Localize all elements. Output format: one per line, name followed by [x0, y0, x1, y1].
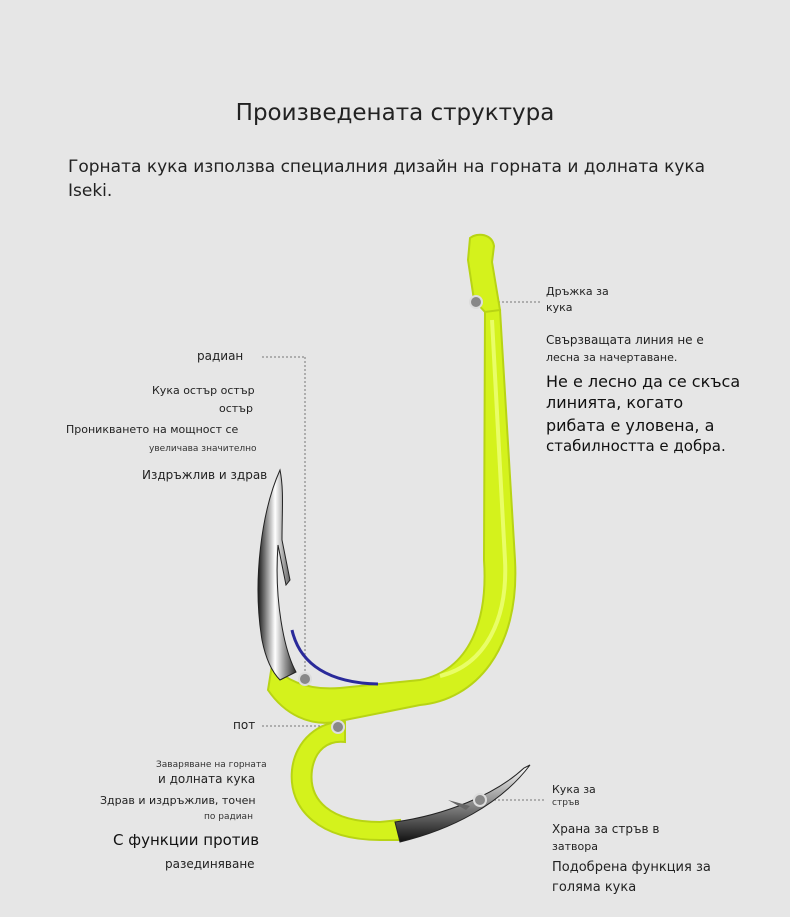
sweat-label: пот	[233, 718, 256, 732]
upper-hook-body	[268, 310, 515, 723]
strong-label-2: по радиан	[204, 812, 253, 822]
radian-label: радиан	[197, 349, 244, 363]
sharp-label-1: Кука остър остър	[152, 384, 255, 397]
weld-label-2: и долната кука	[158, 772, 256, 786]
radian-marker	[299, 673, 311, 685]
weld-label-1: Заваряване на горната	[156, 760, 267, 770]
anti-label-2: разединяване	[165, 857, 255, 871]
intro-line-1: Горната кука използва специалния дизайн на горната и долната кука	[68, 157, 706, 177]
penetration-label-2: увеличава значително	[149, 444, 257, 454]
strong-label-1: Здрав и издръжлив, точен	[100, 794, 256, 807]
sweat-marker	[332, 721, 344, 733]
line-label-2: лесна за начертаване.	[546, 351, 678, 364]
durable-label: Издръжлив и здрав	[142, 468, 268, 482]
penetration-label-1: Проникването на мощност се	[66, 423, 239, 436]
handle-label-1: Дръжка за	[546, 285, 609, 298]
bait-food-label-1: Храна за стръв в	[552, 822, 660, 836]
page-title: Произведената структура	[235, 100, 555, 126]
bait-food-label-2: затвора	[552, 840, 598, 853]
lower-hook-point	[395, 765, 530, 842]
intro-line-2: Iseki.	[68, 181, 113, 201]
break-label-1: Не е лесно да се скъса	[546, 372, 741, 391]
line-label-1: Свързващата линия не е	[546, 333, 704, 347]
upper-hook-point	[258, 470, 296, 680]
handle-marker	[470, 296, 482, 308]
improved-label-2: голяма кука	[552, 880, 637, 895]
handle-label-2: кука	[546, 301, 573, 314]
break-label-3: рибата е уловена, а	[546, 416, 715, 435]
bait-hook-marker	[474, 794, 486, 806]
lower-hook-loop	[292, 722, 400, 840]
sharp-label-2: остър	[219, 402, 253, 415]
break-label-2: линията, когато	[546, 393, 684, 412]
bait-hook-label-2: стръв	[552, 798, 580, 808]
bait-hook-label-1: Кука за	[552, 783, 596, 796]
anti-label-1: С функции против	[113, 831, 260, 849]
improved-label-1: Подобрена функция за	[552, 860, 711, 875]
break-label-4: стабилността е добра.	[546, 437, 726, 455]
